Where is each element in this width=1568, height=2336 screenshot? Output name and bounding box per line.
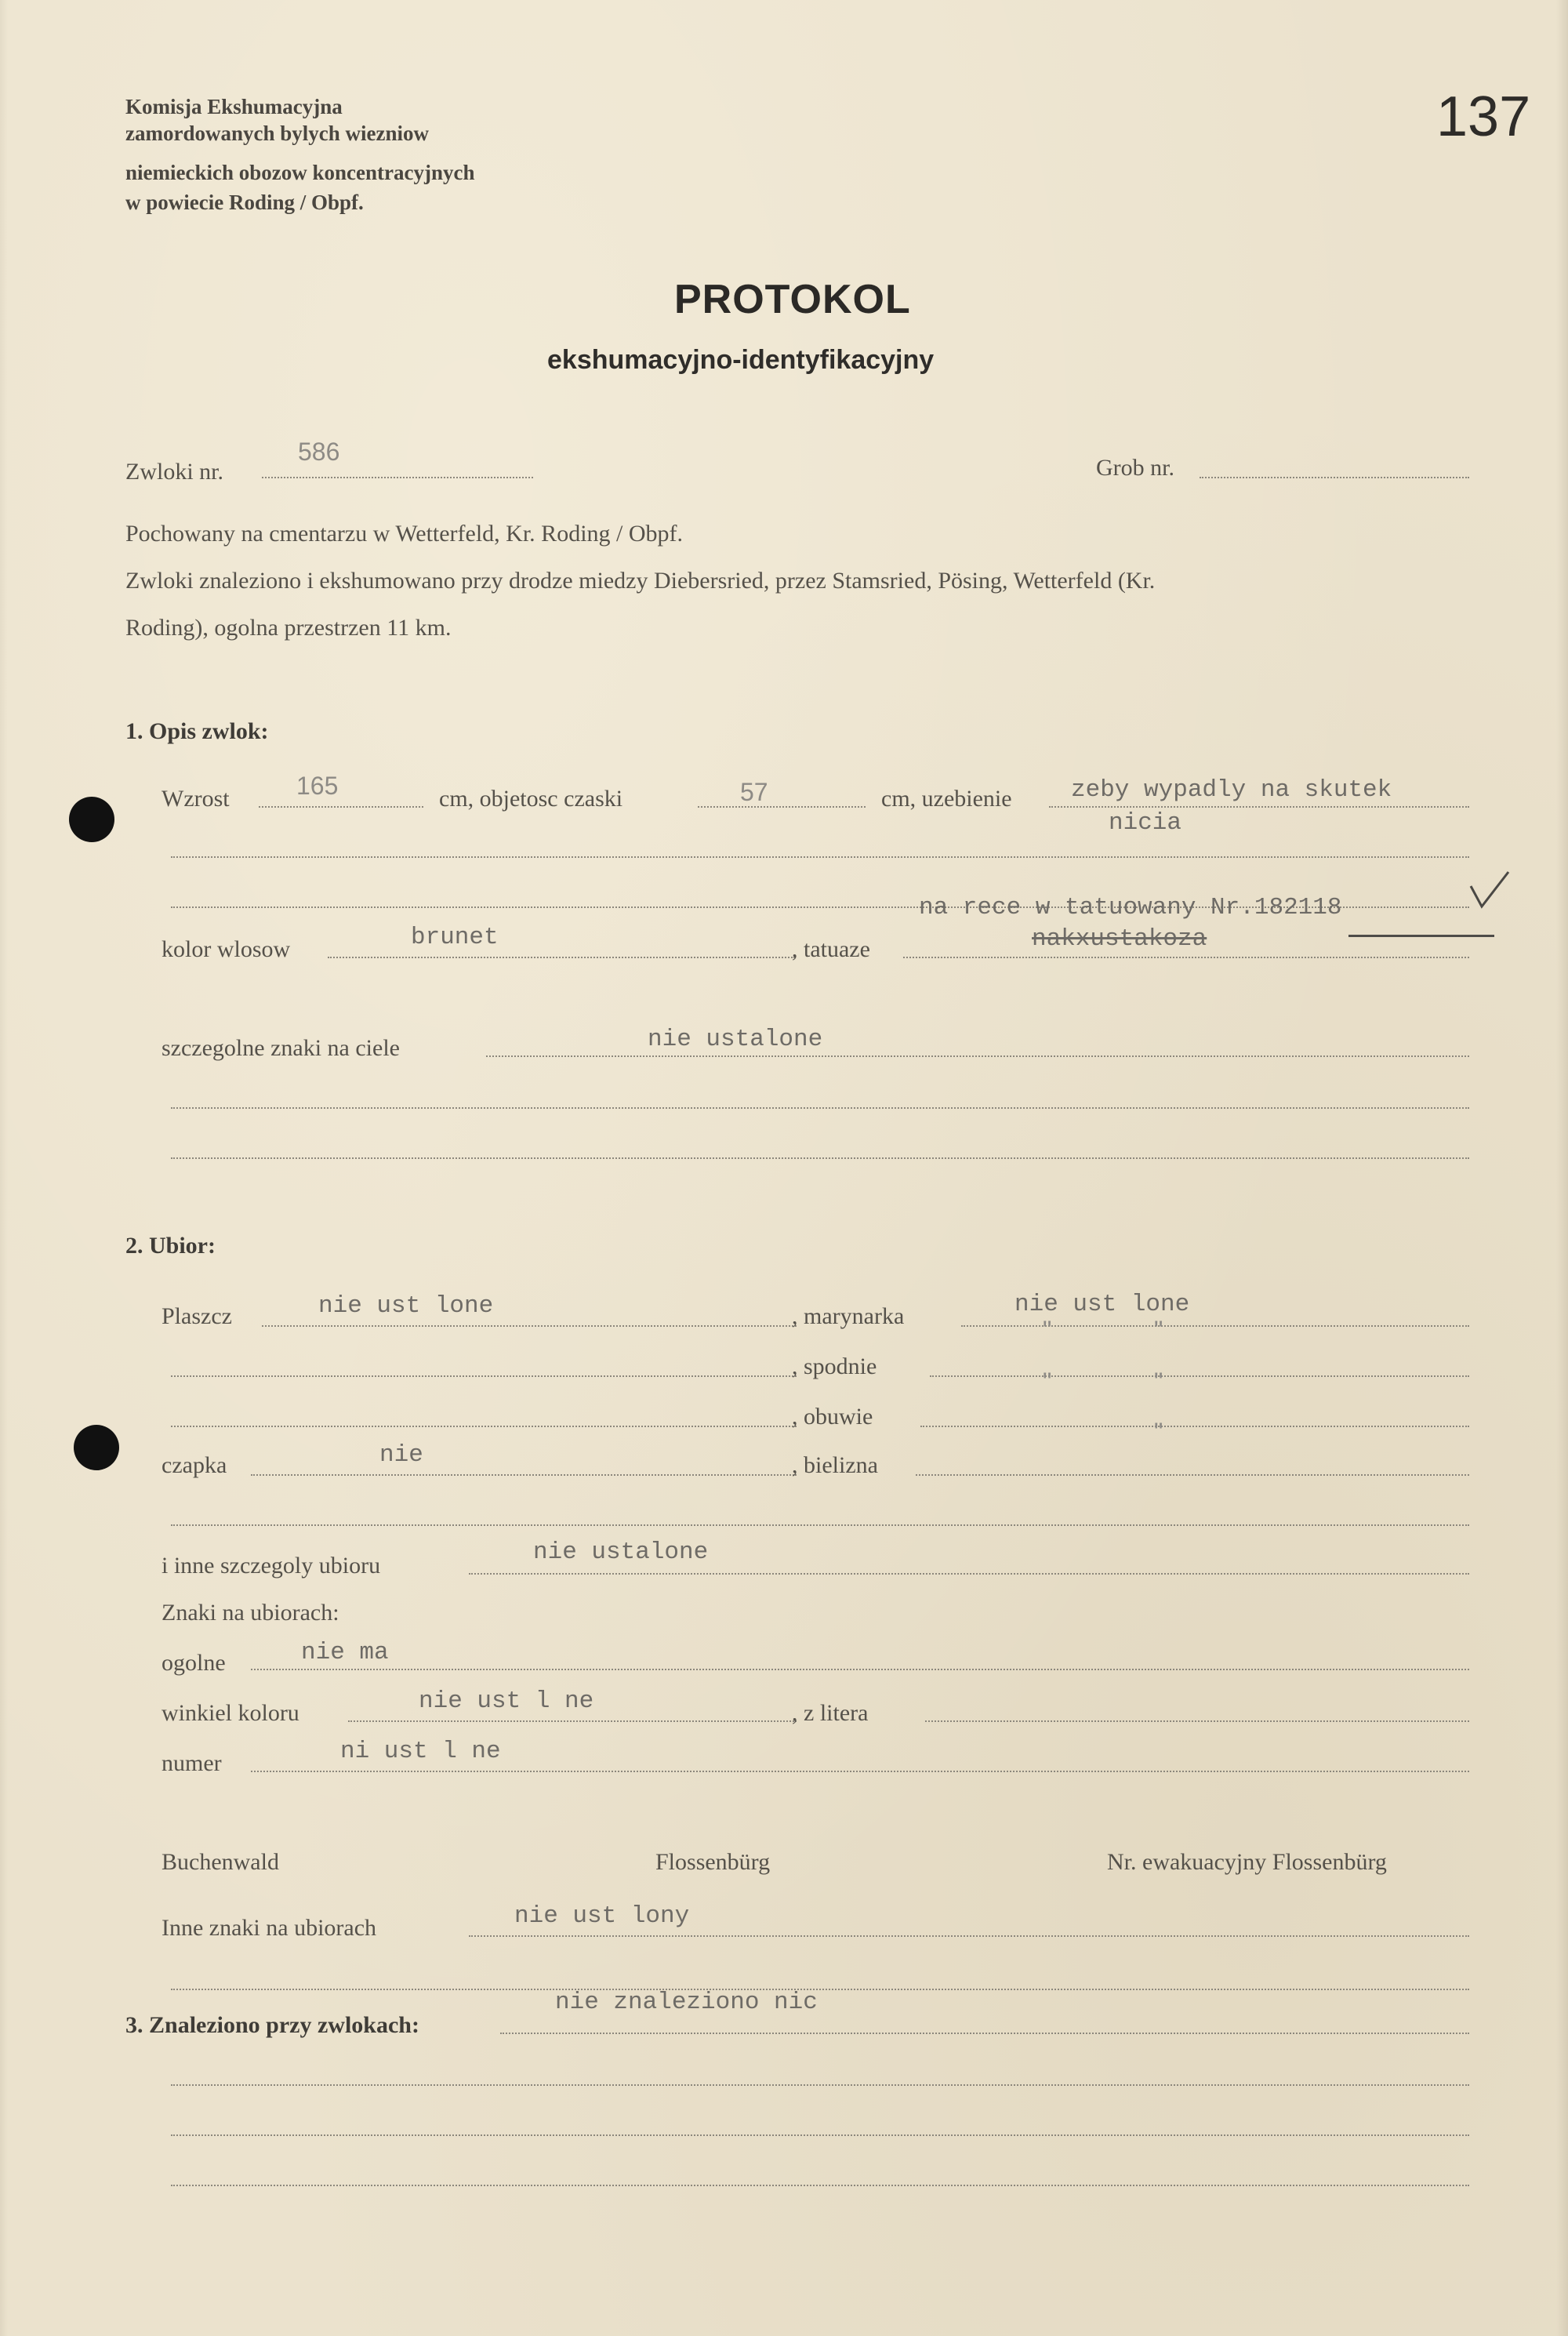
trousers-label: , spodnie [792, 1353, 877, 1379]
tattoo-value-1: na rece w tatuowany Nr.182118 [919, 894, 1342, 921]
hair-label: kolor wlosow [162, 936, 291, 962]
triangle-color-label: winkiel koloru [162, 1700, 299, 1726]
hair-line [328, 957, 795, 958]
height-label: Wzrost [162, 786, 230, 812]
teeth-label: cm, uzebienie [881, 786, 1012, 812]
general-marks-label: ogolne [162, 1650, 226, 1676]
blank-line-9 [171, 2185, 1469, 2186]
coat-label: Plaszcz [162, 1303, 232, 1329]
blank-line-3 [171, 1107, 1469, 1109]
skull-label: cm, objetosc czaski [439, 786, 623, 812]
blank-line-1 [171, 856, 1469, 858]
other-details-line [469, 1573, 1469, 1575]
buchenwald-label: Buchenwald [162, 1849, 279, 1875]
tattoo-underline [1348, 935, 1494, 937]
commission-line-1: Komisja Ekshumacyjna [125, 95, 343, 118]
evacuation-nr-label: Nr. ewakuacyjny Flossenbürg [1107, 1849, 1387, 1875]
found-text-line-1: Zwloki znaleziono i ekshumowano przy drodze miedzy Diebersried, przez Stamsried, Pösing, Wetterfeld (Kr. [125, 568, 1156, 594]
marks-value: nie ustalone [648, 1026, 823, 1053]
jacket-label: , marynarka [792, 1303, 905, 1329]
flossenburg-label: Flossenbürg [655, 1849, 771, 1875]
shoes-left-line [171, 1426, 797, 1427]
punch-hole-bottom [74, 1425, 119, 1470]
grave-nr-line [1200, 477, 1469, 478]
tattoo-value-2: nakxustakoza [1032, 925, 1207, 953]
general-marks-line [251, 1669, 1469, 1670]
tattoo-checkmark-icon [1468, 867, 1512, 914]
section-3-heading: 3. Znaleziono przy zwlokach: [125, 2012, 419, 2038]
body-nr-value: 586 [298, 438, 340, 466]
grave-nr-label: Grob nr. [1096, 455, 1174, 481]
skull-line [698, 806, 866, 808]
height-value: 165 [296, 772, 339, 800]
coat-line [262, 1325, 797, 1327]
other-clothing-marks-label: Inne znaki na ubiorach [162, 1915, 377, 1941]
jacket-value: nie ust lone [1014, 1291, 1190, 1318]
other-clothing-marks-value: nie ust lony [514, 1902, 690, 1930]
trousers-left-line [171, 1375, 797, 1377]
number-value: ni ust l ne [340, 1738, 501, 1765]
punch-hole-top [69, 797, 114, 842]
number-label: numer [162, 1750, 222, 1776]
tattoo-line [903, 957, 1469, 958]
teeth-line [1049, 806, 1469, 808]
ditto-mark-4: " [1154, 1368, 1163, 1396]
marks-label: szczegolne znaki na ciele [162, 1035, 400, 1061]
other-clothing-marks-line [469, 1935, 1469, 1937]
underwear-label: , bielizna [792, 1452, 878, 1478]
blank-line-7 [171, 2084, 1469, 2086]
section-2-heading: 2. Ubior: [125, 1233, 216, 1259]
clothing-marks-label: Znaki na ubiorach: [162, 1600, 339, 1626]
other-details-label: i inne szczegoly ubioru [162, 1553, 381, 1579]
teeth-value-2: nicia [1109, 809, 1182, 837]
other-details-value: nie ustalone [533, 1539, 709, 1566]
jacket-line [961, 1325, 1469, 1327]
commission-line-2: zamordowanych bylych wiezniow [125, 122, 429, 145]
underwear-line [916, 1474, 1469, 1476]
triangle-color-line [348, 1720, 797, 1722]
body-nr-label: Zwloki nr. [125, 459, 223, 485]
ditto-mark-3: " [1043, 1368, 1052, 1396]
hair-value: brunet [411, 924, 499, 951]
found-text-line-2: Roding), ogolna przestrzen 11 km. [125, 615, 452, 641]
letter-label: , z litera [792, 1700, 869, 1726]
general-marks-value: nie ma [301, 1639, 389, 1666]
number-line [251, 1771, 1469, 1772]
teeth-value-1: zeby wypadly na skutek [1071, 776, 1392, 804]
found-items-value: nie znaleziono nic [555, 1989, 818, 2016]
blank-line-8 [171, 2134, 1469, 2136]
triangle-color-value: nie ust l ne [419, 1688, 594, 1715]
commission-line-4: w powiecie Roding / Obpf. [125, 191, 364, 214]
letter-line [925, 1720, 1469, 1722]
tattoo-label: , tatuaze [792, 936, 870, 962]
found-items-line [500, 2033, 1469, 2034]
trousers-line [930, 1375, 1469, 1377]
coat-value: nie ust lone [318, 1292, 494, 1320]
blank-line-4 [171, 1157, 1469, 1159]
cap-label: czapka [162, 1452, 227, 1478]
document-subtitle: ekshumacyjno-identyfikacyjny [547, 345, 935, 375]
skull-value: 57 [740, 778, 768, 806]
burial-text: Pochowany na cmentarzu w Wetterfeld, Kr. Roding / Obpf. [125, 521, 684, 547]
shoes-label: , obuwie [792, 1404, 873, 1430]
ditto-mark-1: " [1043, 1316, 1052, 1344]
page-number: 137 [1436, 85, 1531, 148]
body-nr-line [262, 477, 533, 478]
cap-line [251, 1474, 797, 1476]
ditto-mark-5: " [1154, 1418, 1163, 1446]
height-line [259, 806, 423, 808]
cap-value: nie [379, 1441, 423, 1469]
section-1-heading: 1. Opis zwlok: [125, 718, 269, 744]
marks-line [486, 1055, 1469, 1057]
commission-line-3: niemieckich obozow koncentracyjnych [125, 161, 475, 184]
document-title: PROTOKOL [674, 277, 911, 322]
ditto-mark-2: " [1154, 1316, 1163, 1344]
blank-line-5 [171, 1524, 1469, 1526]
blank-line-6 [171, 1989, 1469, 1990]
shoes-line [920, 1426, 1469, 1427]
